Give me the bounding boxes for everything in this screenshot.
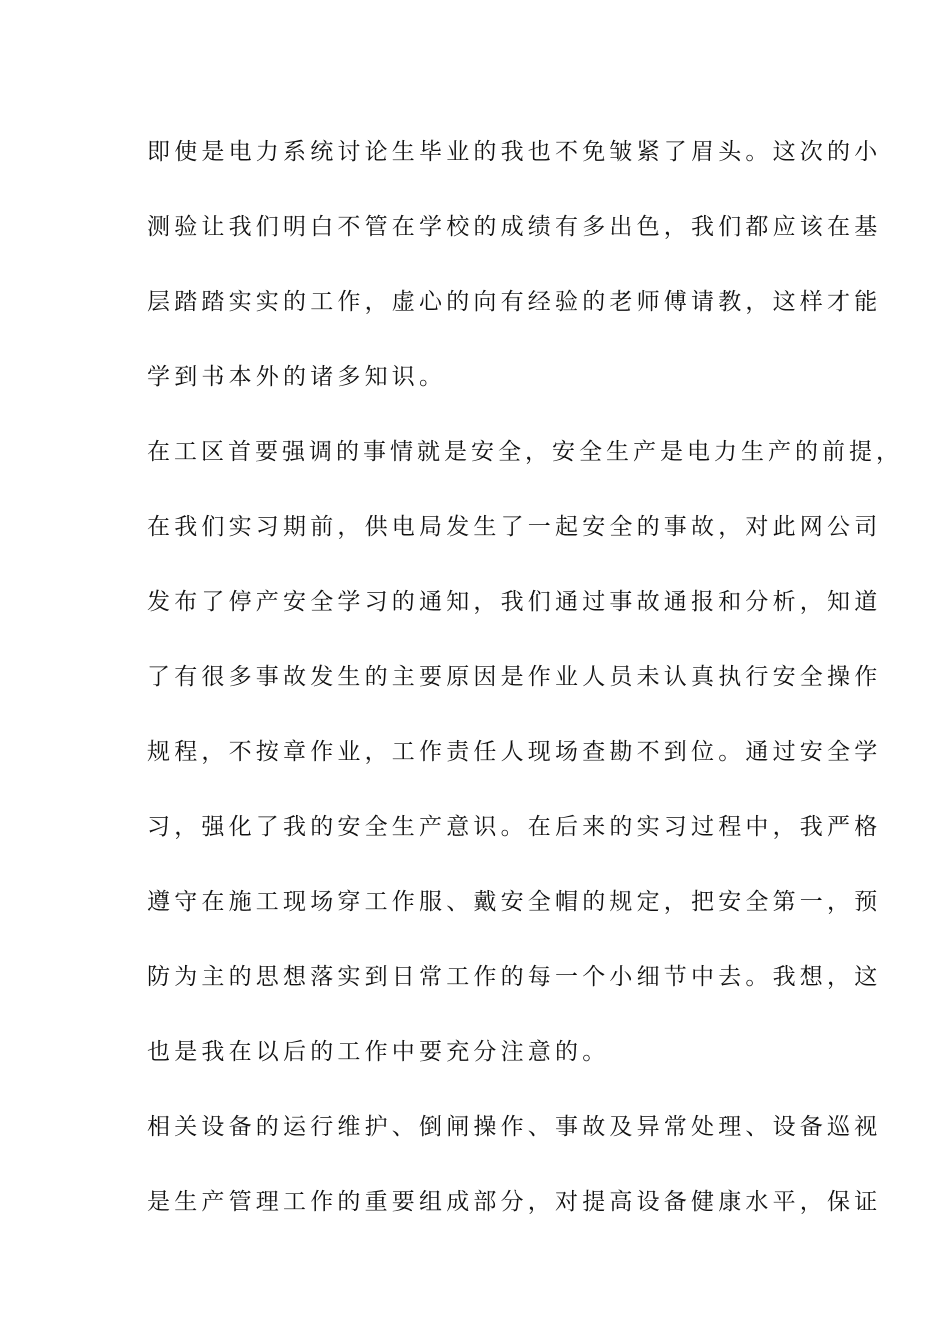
text-line: 即使是电力系统讨论生毕业的我也不免皱紧了眉头。这次的小 — [147, 139, 882, 165]
text-line: 遵守在施工现场穿工作服、戴安全帽的规定，把安全第一，预 — [147, 889, 882, 915]
text-line: 也是我在以后的工作中要充分注意的。 — [147, 1039, 610, 1065]
text-line: 相关设备的运行维护、倒闸操作、事故及异常处理、设备巡视 — [147, 1114, 882, 1140]
text-line: 规程，不按章作业，工作责任人现场查勘不到位。通过安全学 — [147, 739, 882, 765]
text-line: 测验让我们明白不管在学校的成绩有多出色，我们都应该在基 — [147, 214, 882, 240]
text-line: 学到书本外的诸多知识。 — [147, 364, 447, 390]
text-line: 在工区首要强调的事情就是安全，安全生产是电力生产的前提， — [147, 439, 903, 465]
text-line: 防为主的思想落实到日常工作的每一个小细节中去。我想，这 — [147, 964, 882, 990]
text-line: 是生产管理工作的重要组成部分，对提高设备健康水平，保证 — [147, 1189, 882, 1215]
text-line: 了有很多事故发生的主要原因是作业人员未认真执行安全操作 — [147, 664, 882, 690]
text-line: 在我们实习期前，供电局发生了一起安全的事故，对此网公司 — [147, 514, 882, 540]
text-line: 习，强化了我的安全生产意识。在后来的实习过程中，我严格 — [147, 814, 882, 840]
text-line: 层踏踏实实的工作，虚心的向有经验的老师傅请教，这样才能 — [147, 289, 882, 315]
text-line: 发布了停产安全学习的通知，我们通过事故通报和分析，知道 — [147, 589, 882, 615]
